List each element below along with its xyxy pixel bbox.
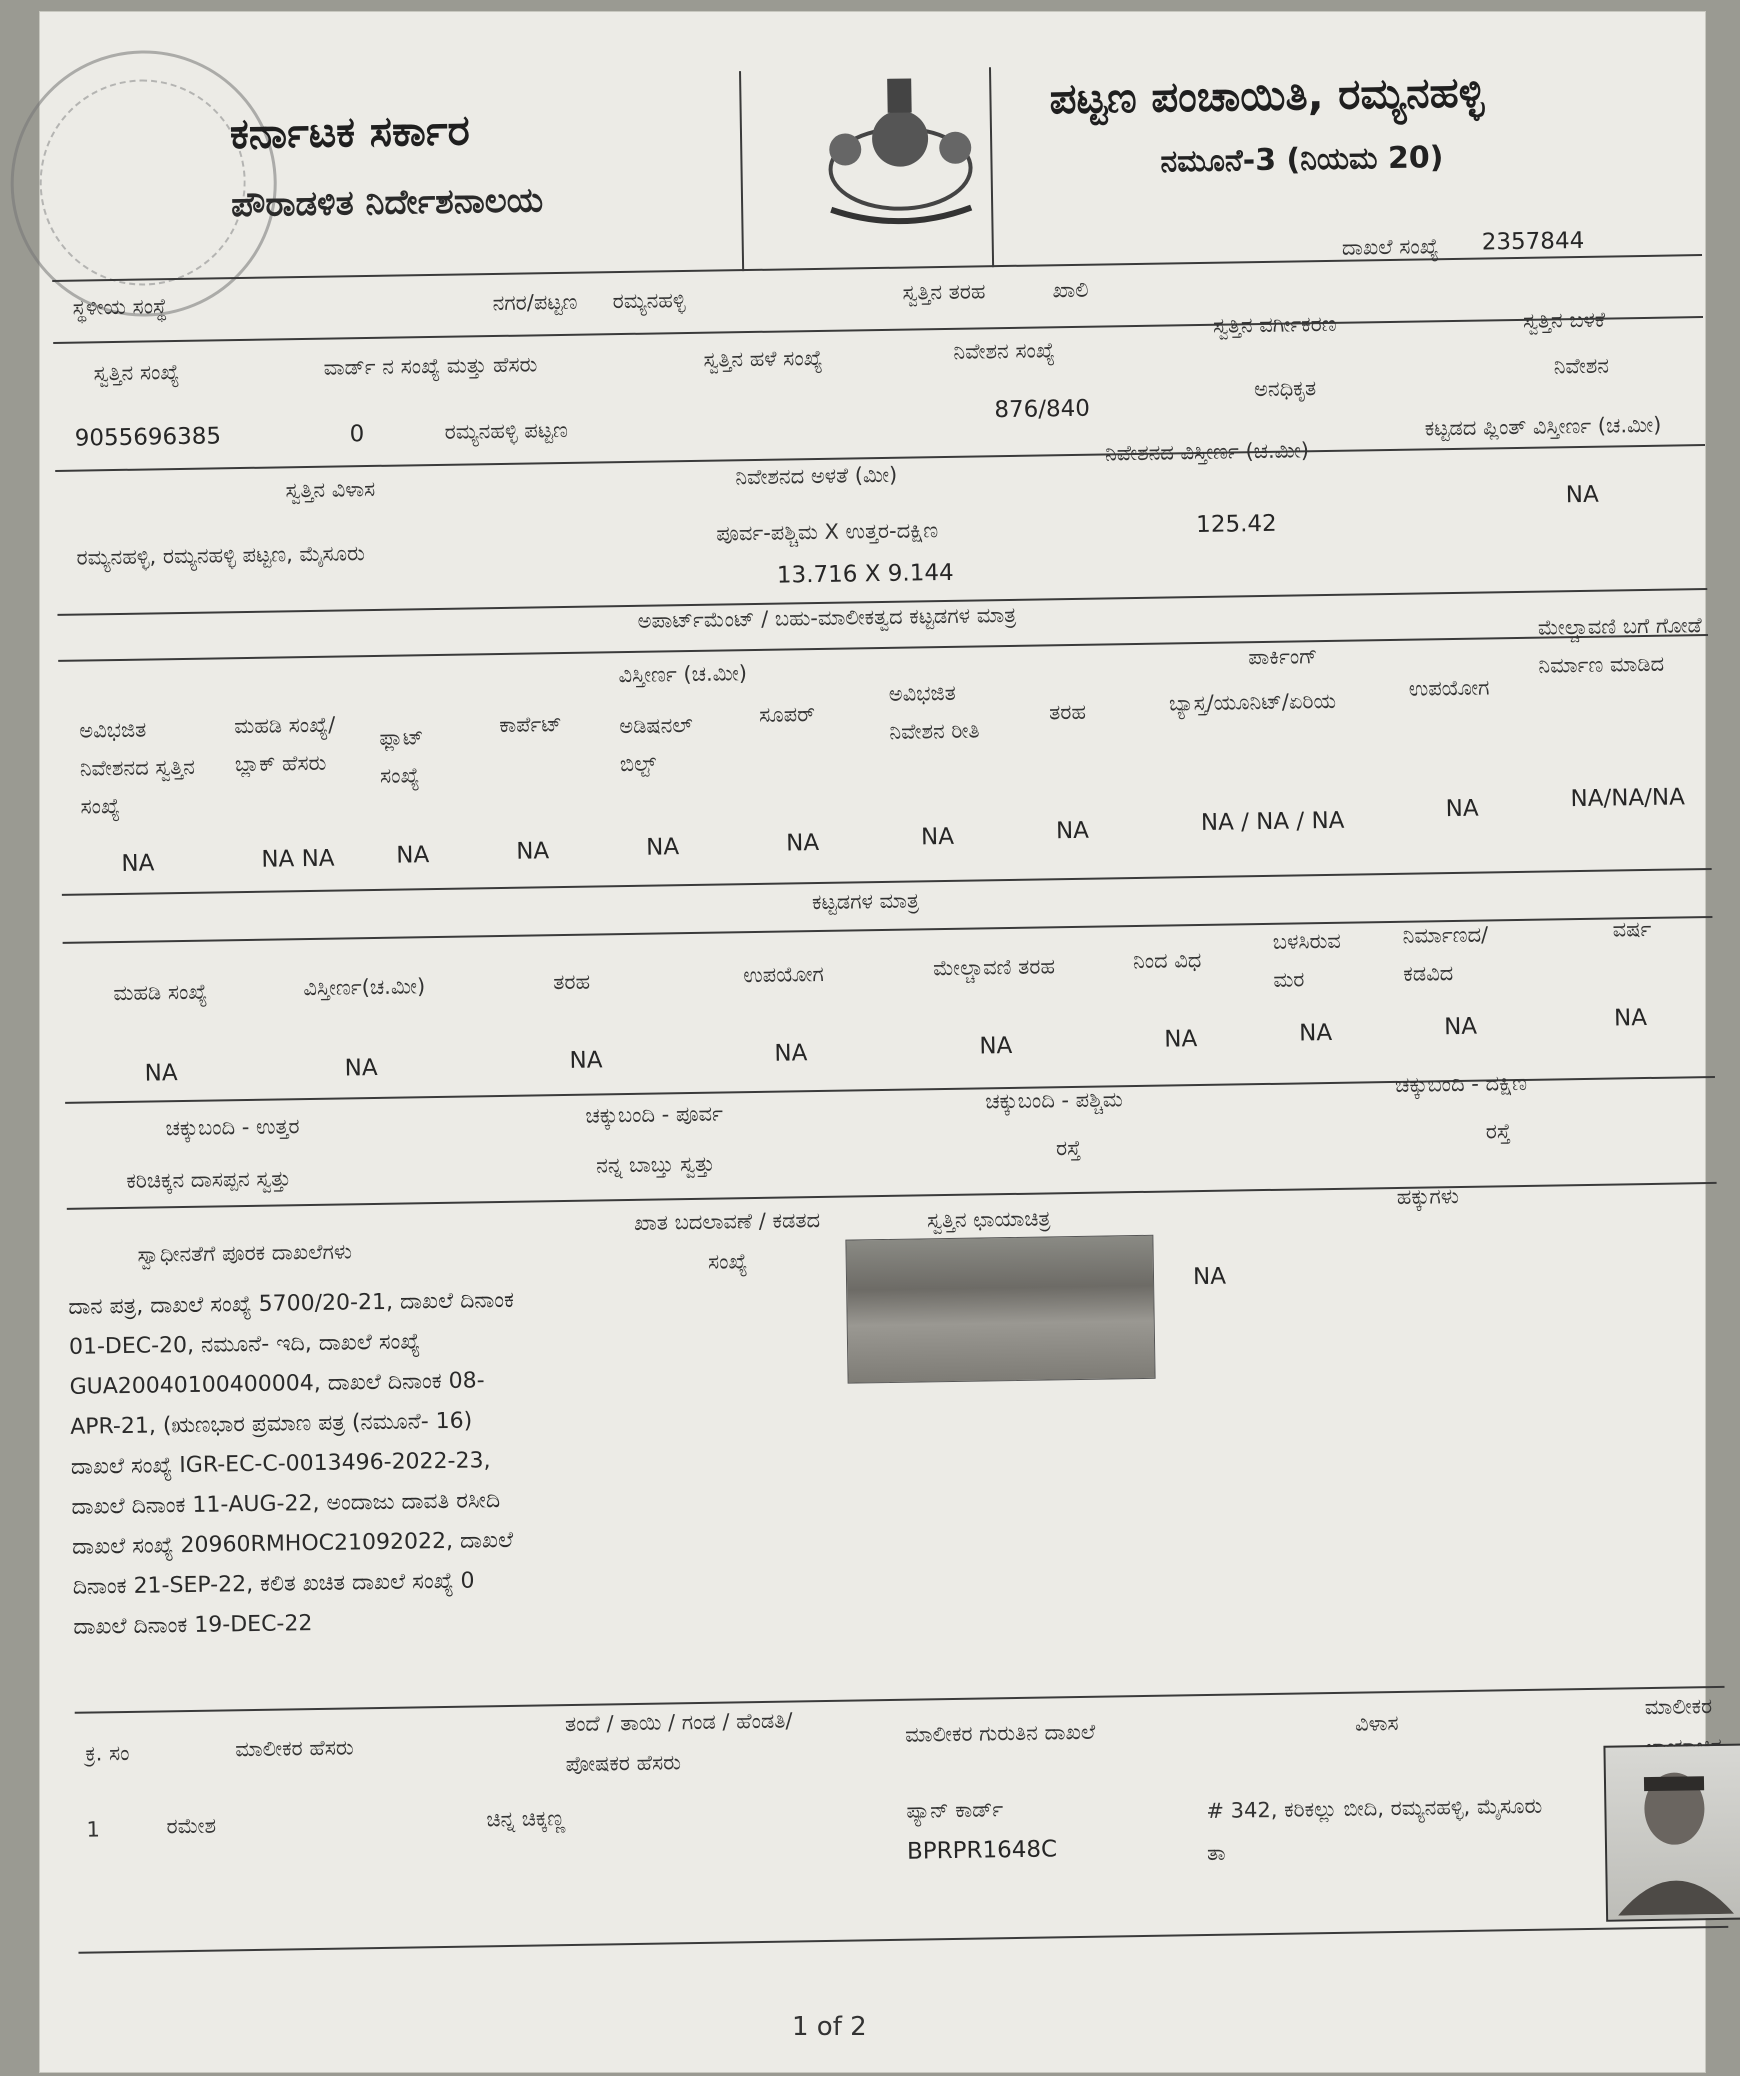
bld-col-5: ಮೇಲ್ಚಾವಣಿ ತರಹ: [932, 954, 1056, 981]
apt-val-11: NA/NA/NA: [1570, 784, 1686, 813]
ward-label: ವಾರ್ಡ್ ನ ಸಂಖ್ಯೆ ಮತ್ತು ಹೆಸರು: [323, 352, 538, 380]
apartment-parking-group: ಪಾರ್ಕಿಂಗ್: [1248, 644, 1318, 670]
apt-col-6: ಸೂಪರ್: [758, 702, 816, 727]
bld-col-2: ವಿಸ್ತೀರ್ಣ(ಚ.ಮೀ): [303, 974, 426, 1001]
apartment-area-group: ವಿಸ್ತೀರ್ಣ (ಚ.ಮೀ): [618, 661, 748, 688]
bld-col-7: ಬಳಸಿರುವ ಮರ: [1272, 928, 1341, 992]
apt-val-5: NA: [645, 834, 680, 861]
bld-val-9: NA: [1613, 1005, 1648, 1032]
supporting-docs-text: ದಾನ ಪತ್ರ, ದಾಖಲೆ ಸಂಖ್ಯೆ 5700/20-21, ದಾಖಲೆ ದಿನಾಂಕ 01-DEC-20, ನಮೂನೆ- ಇದಿ, ದಾಖಲೆ ಸಂಖ್ಯೆ GUA20040100400004, ದಾಖಲೆ ದಿನಾಂಕ 08-APR-21, (ಋಣಭಾರ ಪ್ರಮಾಣ ಪತ್ರ (ನಮೂನೆ- 16) ದಾಖಲೆ ಸಂಖ್ಯೆ IGR-EC-C-0013496-2022-23, ದಾಖಲೆ ದಿನಾಂಕ 11-AUG-22, ಅಂದಾಜು ದಾವತಿ ರಸೀದಿ ದಾಖಲೆ ಸಂಖ್ಯೆ 20960RMHOC21092022, ದಾಖಲೆ ದಿನಾಂಕ 21-SEP-22, ಕಲಿತ ಖಚಿತ ದಾಖಲೆ ಸಂಖ್ಯೆ 0 ದಾಖಲೆ ದಿನಾಂಕ 19-DEC-22: [68, 1287, 515, 1640]
apt-col-7: ಅವಿಭಜಿತ ನಿವೇಶನ ರೀತಿ: [888, 680, 980, 744]
apt-val-1: NA: [121, 850, 155, 877]
local-body-label: ಸ್ಥಳೀಯ ಸಂಸ್ಥೆ: [72, 294, 168, 320]
ward-no: 0: [349, 421, 365, 448]
apt-val-9: NA / NA / NA: [1200, 807, 1345, 836]
bld-val-4: NA: [774, 1040, 808, 1067]
south-value: ರಸ್ತೆ: [1485, 1119, 1511, 1144]
apt-col-4: ಕಾರ್ಪೆಟ್: [499, 712, 563, 737]
category-value: ಅನಧಿಕೃತ: [1253, 376, 1317, 402]
file-no: 2357844: [1481, 227, 1585, 256]
old-no-label: ಸ್ವತ್ತಿನ ಹಳೆ ಸಂಖ್ಯೆ: [703, 345, 823, 372]
khata-label: ಖಾತ ಬದಲಾವಣೆ / ಕಡತದ ಸಂಖ್ಯೆ: [633, 1208, 821, 1274]
form-number: ನಮೂನೆ-3 (ನಿಯಮ 20): [1160, 140, 1444, 180]
apt-col-2: ಮಹಡಿ ಸಂಖ್ಯೆ/ಬ್ಲಾಕ್ ಹೆಸರು: [234, 712, 336, 777]
owner-photo-label: ಮಾಲೀಕರ: [1644, 1694, 1713, 1720]
apt-val-10: NA: [1445, 795, 1479, 823]
property-photo: [845, 1235, 1155, 1384]
apt-val-4: NA: [516, 838, 550, 865]
panchayat-title: ಪಟ್ಟಣ ಪಂಚಾಯಿತಿ, ರಮ್ಯನಹಳ್ಳಿ: [1049, 67, 1485, 124]
address-value: ರಮ್ಯನಹಳ್ಳಿ, ರಮ್ಯನಹಳ್ಳಿ ಪಟ್ಟಣ, ಮೈಸೂರು: [76, 541, 365, 570]
west-value: ರಸ್ತೆ: [1055, 1135, 1082, 1161]
owner-docs-label: ಸ್ವಾಧೀನತೆಗೆ ಪೂರಕ ದಾಖಲೆಗಳು: [137, 1239, 353, 1267]
owner-name-label: ಮಾಲೀಕರ ಹೆಸರು: [235, 1735, 354, 1762]
apt-col-3: ಫ್ಲಾಟ್ ಸಂಖ್ಯೆ: [379, 725, 424, 788]
apt-col-9: ಬ್ಯಾಸ್ತ/ಯೂನಿಟ್/ಏರಿಯ: [1168, 688, 1337, 716]
directorate-title: ಪೌರಾಡಳಿತ ನಿರ್ದೇಶನಾಲಯ: [230, 180, 544, 226]
bld-val-7: NA: [1298, 1019, 1333, 1047]
bld-col-1: ಮಹಡಿ ಸಂಖ್ಯೆ: [113, 979, 208, 1006]
bld-col-9: ವರ್ಷ: [1612, 916, 1652, 942]
apt-val-6: NA: [785, 829, 820, 857]
bld-col-8: ನಿರ್ಮಾಣದ/ ಕಡವಿದ: [1402, 922, 1489, 986]
category-label: ಸ್ವತ್ತಿನ ವರ್ಗೀಕರಣ: [1212, 311, 1337, 338]
page-number: 1 of 2: [792, 2012, 867, 2042]
prop-type-label: ಸ್ವತ್ತಿನ ತರಹ: [902, 279, 986, 305]
owner-id-no: BPRPR1648C: [906, 1836, 1058, 1865]
prop-type-value: ಖಾಲಿ: [1052, 277, 1089, 303]
dims-direction: ಪೂರ್ವ-ಪಶ್ಚಿಮ X ಉತ್ತರ-ದಕ್ಷಿಣ: [716, 518, 939, 546]
owner-addr-label: ವಿಳಾಸ: [1354, 1710, 1399, 1736]
city-label: ನಗರ/ಪಟ್ಟಣ: [492, 289, 578, 316]
owner-id-type: ಪ್ಯಾನ್ ಕಾರ್ಡ್: [906, 1797, 1004, 1823]
document-page: [40, 12, 1713, 2072]
dims-value: 13.716 X 9.144: [776, 559, 954, 589]
bld-val-1: NA: [144, 1060, 178, 1087]
address-label: ಸ್ವತ್ತಿನ ವಿಳಾಸ: [285, 476, 376, 503]
govt-title: ಕರ್ನಾಟಕ ಸರ್ಕಾರ: [229, 105, 471, 159]
form-content: [48, 0, 1729, 1992]
bld-val-8: NA: [1443, 1013, 1478, 1041]
bld-col-3: ತರಹ: [553, 969, 591, 995]
apt-col-11: ಮೇಲ್ಚಾವಣಿ ಬಗೆ ಗೋಡೆ ನಿರ್ಮಾಣ ಮಾಡಿದ: [1537, 613, 1702, 678]
north-value: ಕರಿಚಿಕ್ಕನ ದಾಸಪ್ಪನ ಸ್ವತ್ತು: [126, 1166, 292, 1193]
bld-val-6: NA: [1164, 1026, 1198, 1053]
file-no-label: ದಾಖಲೆ ಸಂಖ್ಯೆ: [1341, 234, 1439, 260]
owner-address: # 342, ಕರಿಕಲ್ಲು ಬೀದಿ, ರಮ್ಯನಹಳ್ಳಿ, ಮೈಸೂರು ತಾ: [1206, 1793, 1543, 1866]
prop-no-label: ಸ್ವತ್ತಿನ ಸಂಖ್ಯೆ: [93, 359, 180, 386]
owner-sl: 1: [86, 1817, 101, 1842]
dims-label: ನಿವೇಶನದ ಅಳತೆ (ಮೀ): [735, 462, 898, 490]
area-value: 125.42: [1195, 510, 1277, 539]
apt-val-3: NA: [396, 842, 430, 869]
owner-father: ಚಿನ್ನ ಚಿಕ್ಕಣ್ಣ: [486, 1806, 566, 1832]
liabilities-value: NA: [1192, 1263, 1227, 1291]
west-label: ಚಕ್ಕುಬಂದಿ - ಪಶ್ಚಿಮ: [985, 1087, 1123, 1114]
built-label: ಕಟ್ಟಡದ ಪ್ಲಿಂತ್ ವಿಸ್ತೀರ್ಣ (ಚ.ಮೀ): [1424, 412, 1662, 441]
bld-val-3: NA: [569, 1047, 603, 1074]
survey-label: ನಿವೇಶನ ಸಂಖ್ಯೆ: [953, 338, 1056, 364]
liabilities-label: ಹಕ್ಕುಗಳು: [1396, 1183, 1460, 1209]
owner-name: ರಮೇಶ: [166, 1813, 217, 1839]
apartment-title: ಅಪಾರ್ಟ್‌ಮೆಂಟ್ / ಬಹು-ಮಾಲೀಕತ್ವದ ಕಟ್ಟಡಗಳ ಮಾತ್ರ: [637, 602, 1017, 633]
north-label: ಚಕ್ಕುಬಂದಿ - ಉತ್ತರ: [165, 1114, 300, 1141]
bld-col-4: ಉಪಯೋಗ: [743, 961, 824, 988]
city-value: ರಮ್ಯನಹಳ್ಳಿ: [612, 288, 686, 314]
ward-name: ರಮ್ಯನಹಳ್ಳಿ ಪಟ್ಟಣ: [444, 417, 569, 444]
survey-no: 876/840: [994, 395, 1091, 424]
photo-label: ಸ್ವತ್ತಿನ ಛಾಯಾಚಿತ್ರ: [926, 1206, 1051, 1233]
east-value: ನನ್ನ ಬಾಬ್ತು ಸ್ವತ್ತು: [595, 1151, 715, 1178]
owner-photo: [1603, 1744, 1740, 1922]
apt-val-8: NA: [1055, 817, 1090, 845]
bld-val-5: NA: [979, 1032, 1013, 1060]
bld-col-6: ನಿಂದ ವಿಧ: [1132, 948, 1202, 974]
bld-val-2: NA: [344, 1054, 378, 1082]
state-emblem-icon: [809, 57, 992, 230]
built-value: NA: [1565, 481, 1599, 509]
use-label: ಸ್ವತ್ತಿನ ಬಳಕೆ: [1522, 307, 1606, 333]
prop-no: 9055696385: [74, 423, 222, 452]
apt-col-10: ಉಪಯೋಗ: [1408, 675, 1490, 701]
apt-col-1: ಅವಿಭಜಿತ ನಿವೇಶನದ ಸ್ವತ್ತಿನ ಸಂಖ್ಯೆ: [79, 717, 196, 819]
apt-col-8: ತರಹ: [1048, 699, 1087, 725]
owner-father-label: ತಂದೆ / ತಾಯಿ / ಗಂಡ / ಹೆಂಡತಿ/ಪೋಷಕರ ಹೆಸರು: [564, 1708, 793, 1777]
south-label: ಚಕ್ಕುಬಂದಿ - ದಕ್ಷಿಣ: [1394, 1070, 1528, 1097]
east-label: ಚಕ್ಕುಬಂದಿ - ಪೂರ್ವ: [585, 1101, 724, 1128]
apt-val-2: NA NA: [261, 845, 335, 873]
area-label: ನಿವೇಶನದ ವಿಸ್ತೀರ್ಣ (ಚ.ಮೀ): [1104, 438, 1310, 466]
owner-id-label: ಮಾಲೀಕರ ಗುರುತಿನ ದಾಖಲೆ: [904, 1719, 1096, 1747]
apt-col-5: ಅಡಿಷನಲ್ ಬಿಲ್ಟ್: [619, 712, 693, 777]
apt-val-7: NA: [920, 823, 955, 851]
use-value: ನಿವೇಶನ: [1553, 353, 1610, 379]
owner-sl-label: ಕ್ರ. ಸಂ: [85, 1740, 130, 1766]
building-title: ಕಟ್ಟಡಗಳ ಮಾತ್ರ: [811, 888, 920, 915]
